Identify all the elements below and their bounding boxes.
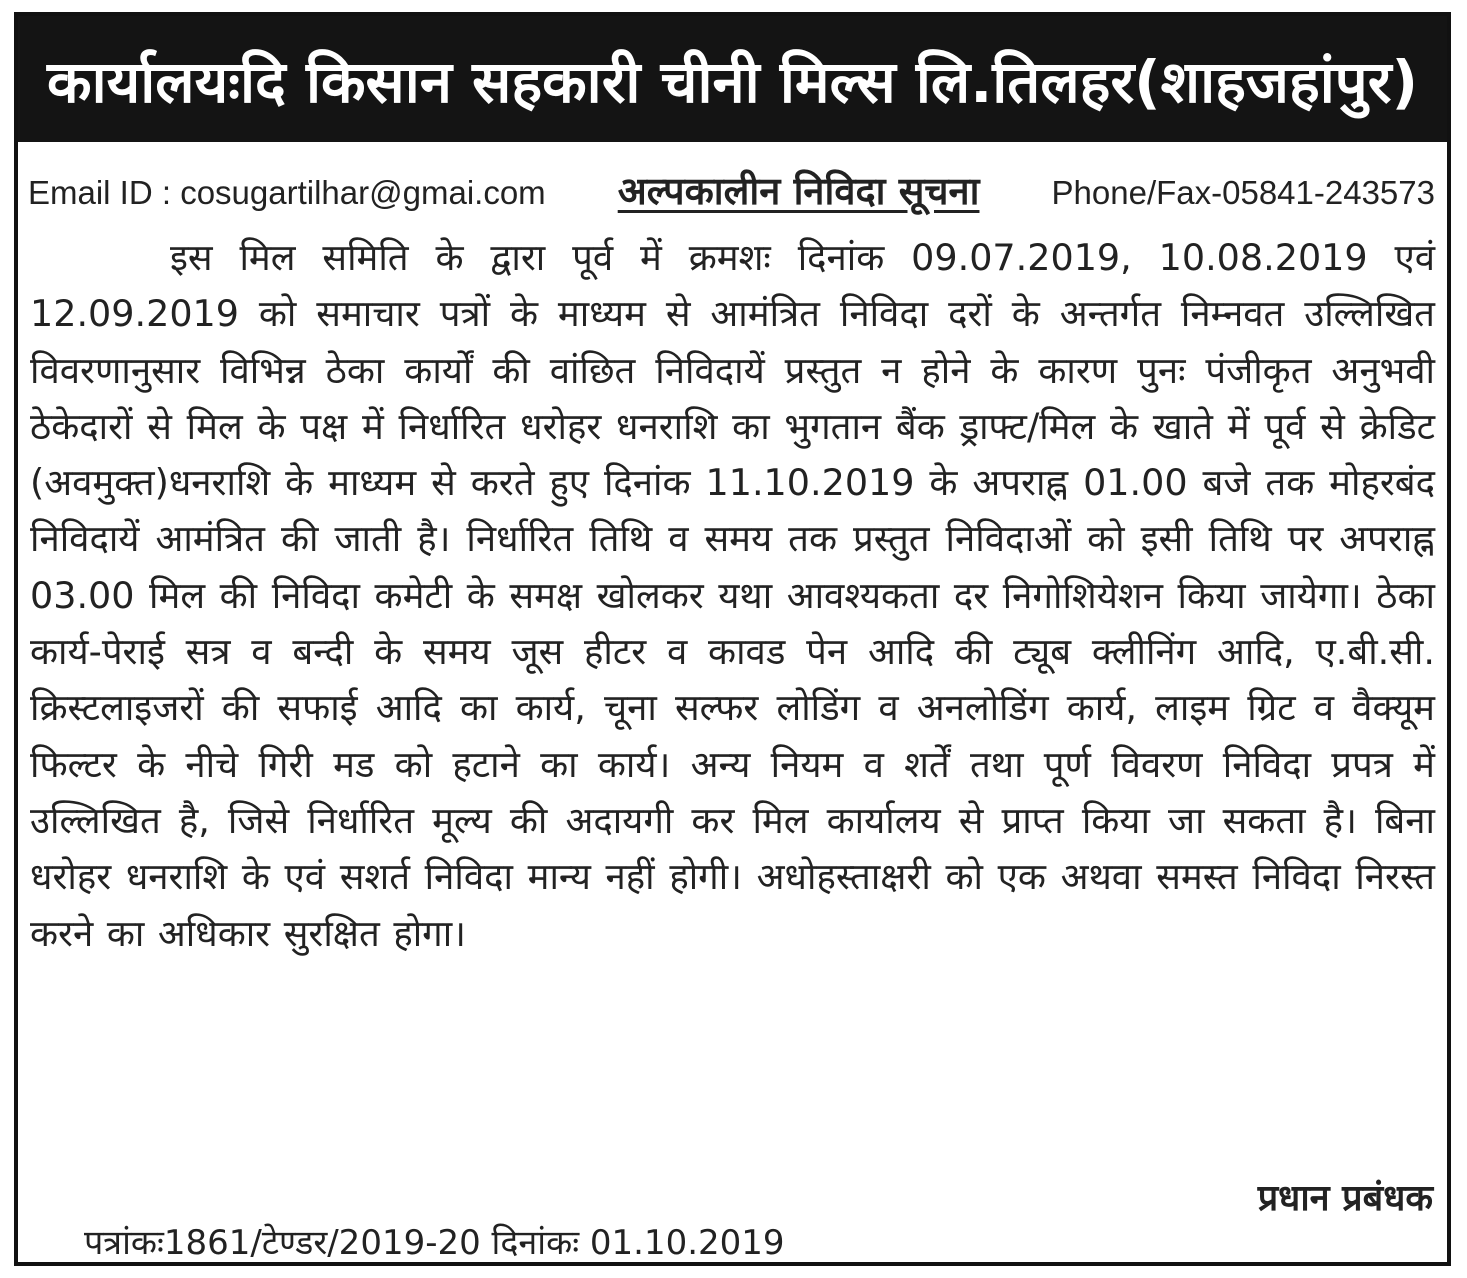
notice-heading: अल्पकालीन निविदा सूचना xyxy=(617,169,980,213)
notice-footer xyxy=(18,1172,1447,1262)
contact-row xyxy=(18,142,1447,216)
signatory-designation: प्रधान प्रबंधक xyxy=(1257,1178,1433,1219)
phone-fax: Phone/Fax-05841-243573 xyxy=(1051,174,1435,211)
reference-number: पत्रांकः1861/टेण्डर/2019-20 दिनांकः 01.10.2019 xyxy=(84,1223,785,1263)
email-id: Email ID : cosugartilhar@gmai.com xyxy=(28,174,546,211)
notice-body xyxy=(30,230,1435,962)
tender-notice xyxy=(14,12,1451,1266)
office-banner xyxy=(18,16,1447,142)
notice-paragraph: इस मिल समिति के द्वारा पूर्व में क्रमशः दिनांक 09.07.2019, 10.08.2019 एवं 12.09.2019 को समाचार पत्रों के माध्यम से आमंत्रित निविदा दरों के अन्तर्गत निम्नवत उल्लिखित विवरणानुसार विभिन्न ठेका कार्यों की वांछित निविदायें प्रस्तुत न होने के कारण पुनः पंजीकृत अनुभवी ठेकेदारों से मिल के पक्ष में निर्धारित धरोहर धनराशि का भुगतान बैंक ड्राफ्ट/मिल के खाते में पूर्व से क्रेडिट (अवमुक्त)धनराशि के माध्यम से करते हुए दिनांक 11.10.2019 के अपराह्न 01.00 बजे तक मोहरबंद निविदायें आमंत्रित की जाती है। निर्धारित तिथि व समय तक प्रस्तुत निविदाओं को इसी तिथि पर अपराह्न 03.00 मिल की निविदा कमेटी के समक्ष खोलकर यथा आवश्यकता दर निगोशियेशन किया जायेगा। ठेका कार्य-पेराई सत्र व बन्दी के समय जूस हीटर व कावड पेन आदि की ट्यूब क्लीनिंग आदि, ए.बी.सी. क्रिस्टलाइजरों की सफाई आदि का कार्य, चूना सल्फर लोडिंग व अनलोडिंग कार्य, लाइम ग्रिट व वैक्यूम फिल्टर के नीचे गिरी मड को हटाने का कार्य। अन्य नियम व शर्तें तथा पूर्ण विवरण निविदा प्रपत्र में उल्लिखित है, जिसे निर्धारित मूल्य की अदायगी कर मिल कार्यालय से प्राप्त किया जा सकता है। बिना धरोहर धनराशि के एवं सशर्त निविदा मान्य नहीं होगी। अधोहस्ताक्षरी को एक अथवा समस्त निविदा निरस्त करने का अधिकार सुरक्षित होगा। xyxy=(30,236,1435,955)
office-title: कार्यालयःदि किसान सहकारी चीनी मिल्स लि.तिलहर(शाहजहांपुर) xyxy=(47,47,1418,116)
